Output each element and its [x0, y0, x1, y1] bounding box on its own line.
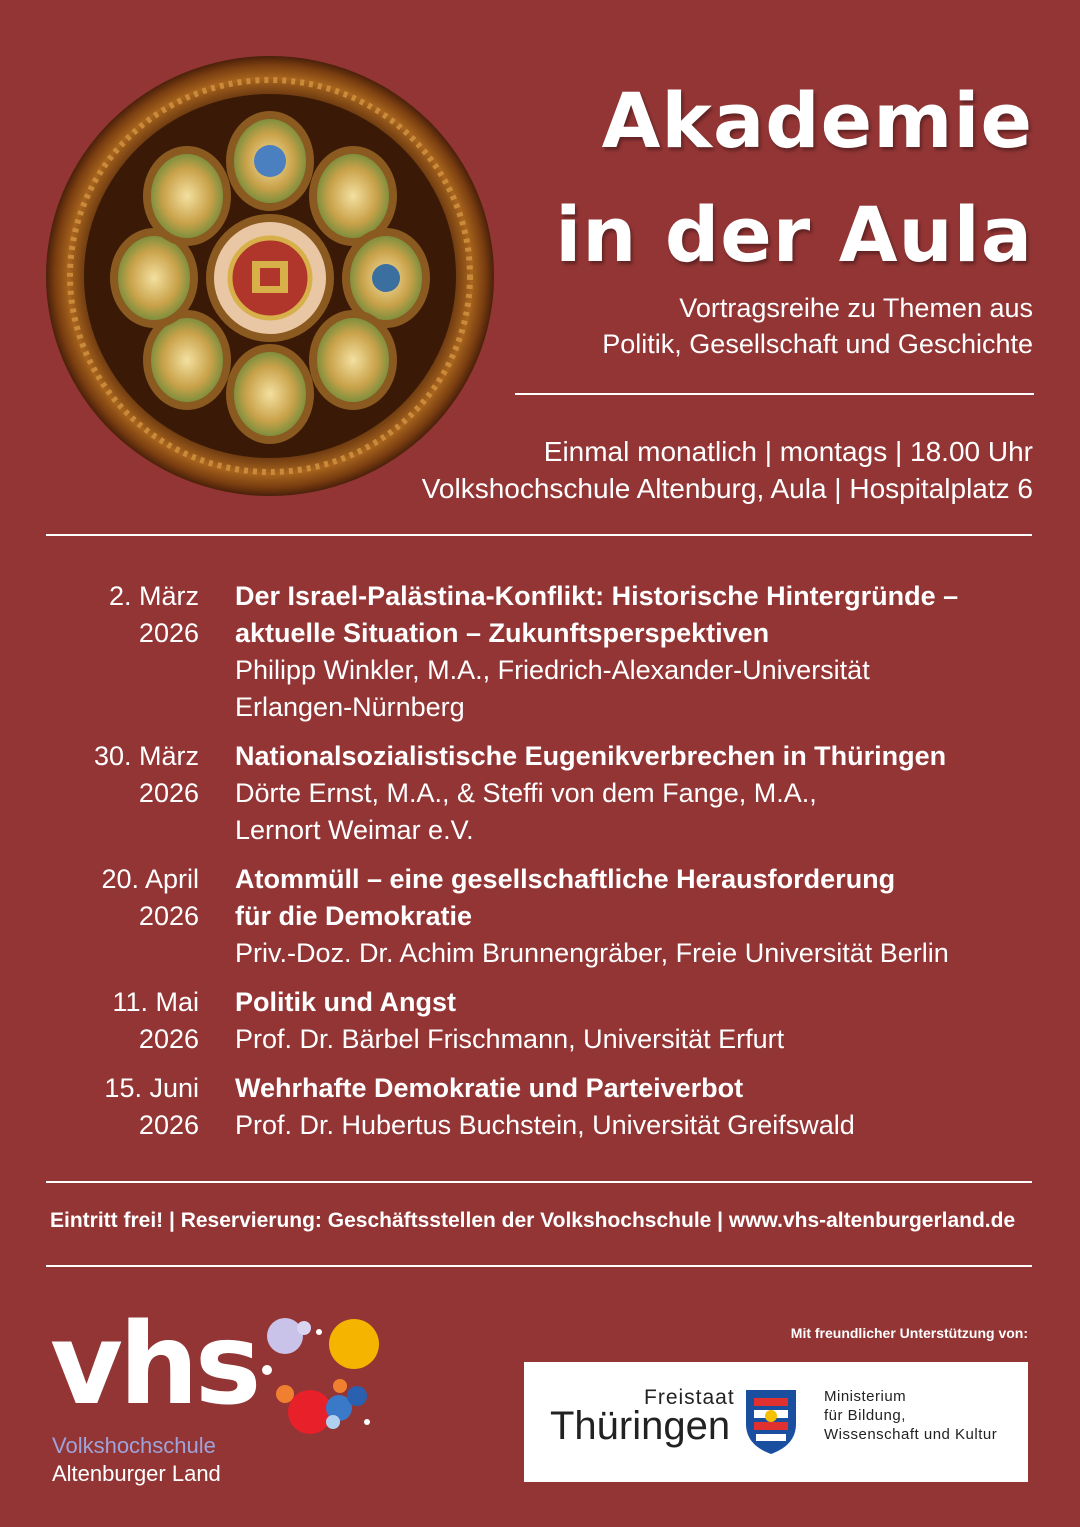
- event-title: aktuelle Situation – Zukunftsperspektiven: [235, 618, 770, 648]
- event-year: 2026: [138, 901, 199, 931]
- event-speaker: Prof. Dr. Hubertus Buchstein, Universität Greifswald: [235, 1110, 855, 1140]
- event-day: 20. April: [101, 864, 199, 894]
- event-year: 2026: [138, 778, 199, 808]
- rose-window-image: [46, 56, 494, 496]
- event-speaker: Dörte Ernst, M.A., & Steffi von dem Fange, M.A.,: [235, 778, 817, 808]
- sponsor-freistaat: Freistaat: [644, 1386, 735, 1409]
- event-title: Der Israel-Palästina-Konflikt: Historische Hintergründe –: [235, 581, 959, 611]
- event-list: [46, 578, 1036, 1156]
- event-info: [235, 861, 949, 972]
- event-date: [46, 861, 199, 972]
- event-info: [235, 738, 946, 849]
- event-title: Politik und Angst: [235, 987, 456, 1017]
- divider-events-top: [46, 534, 1032, 536]
- vhs-logo-text: vhs: [50, 1300, 258, 1430]
- vhs-subtitle: Volkshochschule: [52, 1433, 216, 1458]
- event-info: [235, 1070, 855, 1144]
- event-date: [46, 738, 199, 849]
- title-line2: in der Aula: [555, 190, 1033, 279]
- event-title: Nationalsozialistische Eugenikverbrechen in Thüringen: [235, 741, 947, 771]
- event-speaker: Lernort Weimar e.V.: [235, 815, 474, 845]
- ministry-line: Wissenschaft und Kultur: [824, 1426, 998, 1443]
- sponsor-logo-box: [524, 1362, 1028, 1482]
- schedule-text: Einmal monatlich | montags | 18.00 Uhr: [543, 436, 1033, 467]
- event-item: [46, 861, 1036, 972]
- event-speaker: Priv.-Doz. Dr. Achim Brunnengräber, Freie Universität Berlin: [235, 938, 949, 968]
- schedule-block: [422, 433, 1033, 507]
- event-year: 2026: [138, 618, 199, 648]
- event-day: 11. Mai: [112, 987, 199, 1017]
- title-line1: Akademie: [601, 76, 1033, 165]
- event-speaker: Philipp Winkler, M.A., Friedrich-Alexander-Universität: [235, 655, 870, 685]
- event-item: [46, 1070, 1036, 1144]
- vhs-bubbles-logo: [255, 1312, 385, 1442]
- ministry-line: für Bildung,: [824, 1407, 906, 1424]
- event-title: Atommüll – eine gesellschaftliche Herausforderung: [235, 864, 896, 894]
- event-day: 2. März: [108, 581, 199, 611]
- sponsor-thueringen: Thüringen: [550, 1404, 731, 1448]
- subtitle-line2: Politik, Gesellschaft und Geschichte: [602, 329, 1033, 359]
- subtitle-line1: Vortragsreihe zu Themen aus: [679, 293, 1033, 323]
- event-year: 2026: [138, 1110, 199, 1140]
- subtitle: [602, 290, 1033, 362]
- ministry-text: [824, 1387, 997, 1444]
- event-title: für die Demokratie: [235, 901, 473, 931]
- location-text: Volkshochschule Altenburg, Aula | Hospitalplatz 6: [421, 473, 1033, 504]
- event-speaker: Prof. Dr. Bärbel Frischmann, Universität Erfurt: [235, 1024, 785, 1054]
- event-year: 2026: [138, 1024, 199, 1054]
- thuringia-crest-icon: [742, 1386, 800, 1456]
- event-item: [46, 738, 1036, 849]
- event-info: [235, 984, 784, 1058]
- event-speaker: Erlangen-Nürnberg: [235, 692, 465, 722]
- event-day: 15. Juni: [104, 1073, 199, 1103]
- divider-top: [515, 393, 1034, 395]
- event-date: [46, 984, 199, 1058]
- event-title: Wehrhafte Demokratie und Parteiverbot: [235, 1073, 744, 1103]
- event-info: [235, 578, 958, 726]
- event-item: [46, 578, 1036, 726]
- event-date: [46, 1070, 199, 1144]
- support-label: Mit freundlicher Unterstützung von:: [790, 1325, 1028, 1341]
- ministry-line: Ministerium: [824, 1388, 907, 1405]
- footer-info: Eintritt frei! | Reservierung: Geschäftsstellen der Volkshochschule | www.vhs-altenburgerland.de: [50, 1209, 1016, 1232]
- event-item: [46, 984, 1036, 1058]
- divider-footer-top: [46, 1181, 1032, 1183]
- vhs-region: Altenburger Land: [52, 1461, 221, 1486]
- event-date: [46, 578, 199, 726]
- event-day: 30. März: [93, 741, 199, 771]
- divider-footer-bottom: [46, 1265, 1032, 1267]
